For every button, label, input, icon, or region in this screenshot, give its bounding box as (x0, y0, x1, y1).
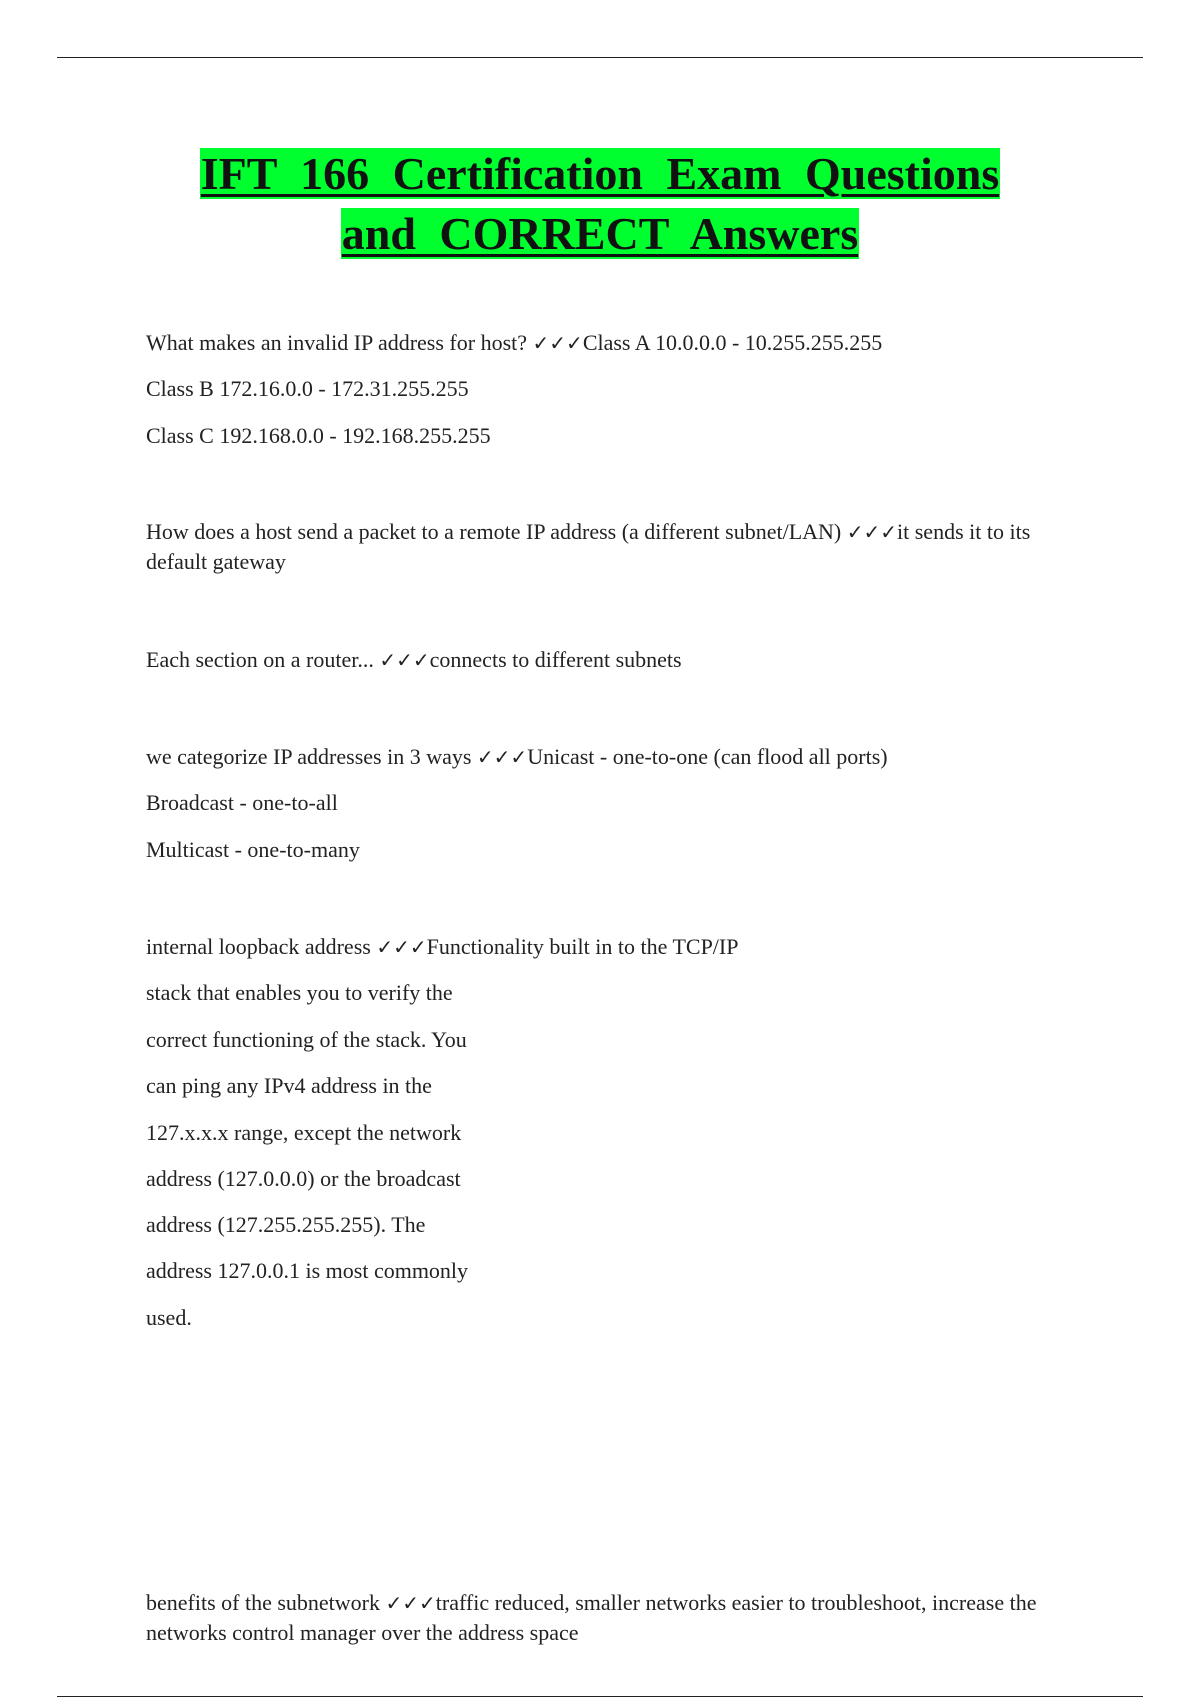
title-line-1: IFT 166 Certification Exam Questions (200, 148, 1000, 199)
question-text: we categorize IP addresses in 3 ways (146, 744, 472, 769)
check-marks-icon: ✓✓✓ (379, 648, 430, 672)
answer-line: Class A 10.0.0.0 - 10.255.255.255 (582, 330, 883, 355)
answer-text: traffic reduced, smaller networks easier to troubleshoot, increase the networks control manager over the address space (146, 1590, 1037, 1645)
answer-line: stack that enables you to verify the (146, 980, 453, 1005)
top-divider (57, 57, 1143, 58)
question-text: Each section on a router... (146, 647, 374, 672)
answer-text: connects to different subnets (429, 647, 682, 672)
qa-item (146, 742, 1066, 862)
check-marks-icon: ✓✓✓ (376, 935, 427, 959)
check-marks-icon: ✓✓✓ (846, 520, 898, 544)
answer-line: Class B 172.16.0.0 - 172.31.255.255 (146, 376, 469, 401)
question-text: internal loopback address (146, 934, 371, 959)
title-line-2: and CORRECT Answers (341, 208, 859, 259)
answer-line: correct functioning of the stack. You (146, 1027, 467, 1052)
answer-line: address (127.0.0.0) or the broadcast (146, 1166, 461, 1191)
check-marks-icon: ✓✓✓ (476, 745, 528, 769)
question-text: benefits of the subnetwork (146, 1590, 380, 1615)
answer-line: address 127.0.0.1 is most commonly (146, 1258, 469, 1283)
answer-line: Unicast - one-to-one (can flood all ports) (527, 744, 888, 769)
question-text: What makes an invalid IP address for host? (146, 330, 528, 355)
answer-line: Functionality built in to the TCP/IP (426, 934, 739, 959)
bottom-divider (57, 1696, 1143, 1697)
document-title (100, 144, 1100, 264)
answer-line: can ping any IPv4 address in the (146, 1073, 432, 1098)
qa-item (146, 645, 1066, 675)
qa-item (146, 517, 1066, 577)
answer-line: Multicast - one-to-many (146, 837, 360, 862)
question-text: How does a host send a packet to a remote IP address (a different subnet/LAN) (146, 519, 842, 544)
qa-item (146, 1588, 1066, 1648)
answer-line: used. (146, 1305, 192, 1330)
answer-text: it sends it to its default gateway (146, 519, 1031, 574)
answer-line: address (127.255.255.255). The (146, 1212, 426, 1237)
check-marks-icon: ✓✓✓ (532, 331, 583, 355)
answer-line: 127.x.x.x range, except the network (146, 1120, 462, 1145)
answer-line: Class C 192.168.0.0 - 192.168.255.255 (146, 423, 491, 448)
check-marks-icon: ✓✓✓ (385, 1591, 436, 1615)
qa-item (146, 932, 1066, 1330)
qa-item (146, 328, 1066, 448)
answer-line: Broadcast - one-to-all (146, 790, 338, 815)
